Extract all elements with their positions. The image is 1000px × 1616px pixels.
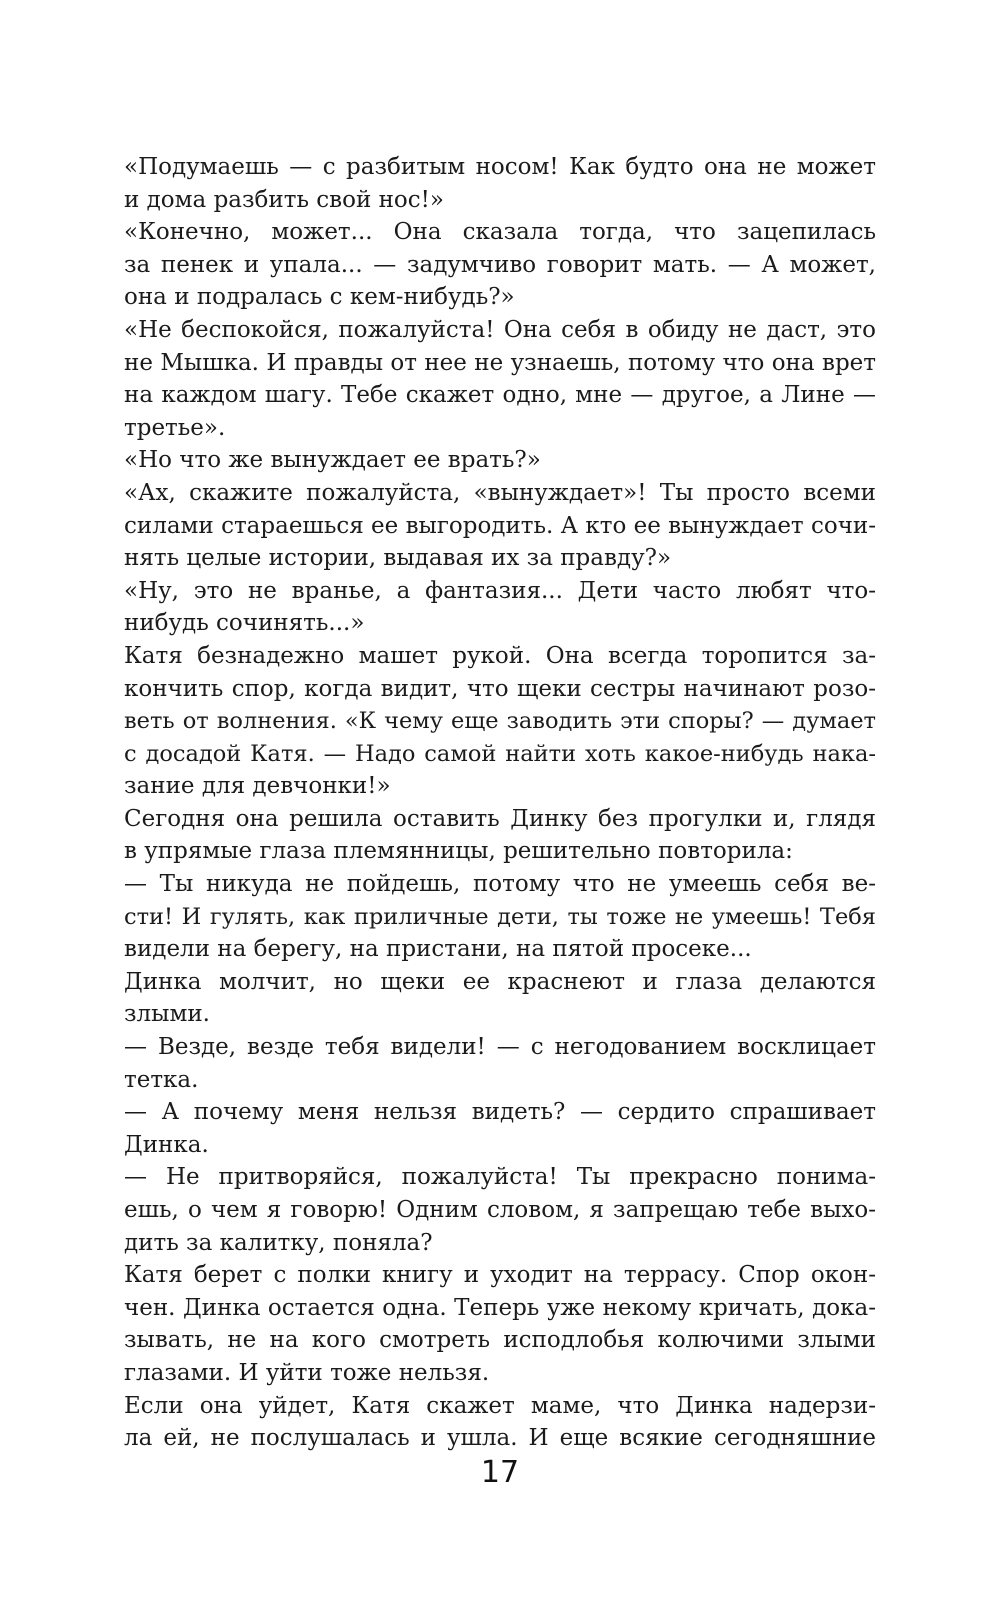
text-line: зание для девчонки!» xyxy=(124,773,391,800)
text-line: кончить спор, когда видит, что щеки сестры начинают розо- xyxy=(124,675,876,702)
text-line: «Не беспокойся, пожалуйста! Она себя в обиду не даст, это xyxy=(124,316,876,343)
text-line: — Не притворяйся, пожалуйста! Ты прекрасно понима- xyxy=(124,1164,876,1191)
text-line: Катя берет с полки книгу и уходит на террасу. Спор окон- xyxy=(124,1262,876,1289)
text-line: «Подумаешь — с разбитым носом! Как будто она не может xyxy=(124,154,876,180)
text-line: сти! И гулять, как приличные дети, ты тоже не умеешь! Тебя xyxy=(124,903,876,930)
text-line: на каждом шагу. Тебе скажет одно, мне — другое, а Лине — xyxy=(124,382,876,409)
text-line: ла ей, не послушалась и ушла. И еще всякие сегодняшние xyxy=(124,1425,876,1452)
text-line: «Конечно, может... Она сказала тогда, что зацепилась xyxy=(124,219,876,246)
text-line: тетка. xyxy=(124,1066,199,1093)
text-line: за пенек и упала... — задумчиво говорит мать. — А может, xyxy=(124,251,876,278)
text-line: дить за калитку, поняла? xyxy=(124,1229,433,1256)
text-line: — Ты никуда не пойдешь, потому что не умеешь себя ве- xyxy=(124,871,876,898)
page-number: 17 xyxy=(480,1455,520,1490)
text-line: злыми. xyxy=(124,1001,210,1028)
text-line: — Везде, везде тебя видели! — с негодованием восклицает xyxy=(124,1034,876,1061)
text-line: и дома разбить свой нос!» xyxy=(124,186,444,213)
text-line: чен. Динка остается одна. Теперь уже некому кричать, дока- xyxy=(124,1294,876,1321)
text-line: видели на берегу, на пристани, на пятой просеке... xyxy=(124,936,752,963)
text-line: Сегодня она решила оставить Динку без прогулки и, глядя xyxy=(124,805,876,832)
text-line: Катя безнадежно машет рукой. Она всегда торопится за- xyxy=(124,642,876,669)
text-line: ешь, о чем я говорю! Одним словом, я запрещаю тебе выхо- xyxy=(124,1197,876,1223)
text-line: — А почему меня нельзя видеть? — сердито спрашивает xyxy=(124,1099,876,1126)
text-line: она и подралась с кем-нибудь?» xyxy=(124,284,515,311)
text-line: глазами. И уйти тоже нельзя. xyxy=(124,1359,490,1386)
text-line: с досадой Катя. — Надо самой найти хоть какое-нибудь нака- xyxy=(124,740,876,767)
text-line: нибудь сочинять...» xyxy=(124,610,365,637)
text-line: в упрямые глаза племянницы, решительно повторила: xyxy=(124,838,793,865)
text-line: Динка молчит, но щеки ее краснеют и глаза делаются xyxy=(124,968,876,995)
text-line: силами стараешься ее выгородить. А кто ее вынуждает сочи- xyxy=(124,512,877,539)
text-line: нять целые истории, выдавая их за правду?» xyxy=(124,545,672,572)
text-line: не Мышка. И правды от нее не узнаешь, потому что она врет xyxy=(124,349,876,376)
text-line: третье». xyxy=(124,414,226,441)
body-text xyxy=(124,151,876,1455)
text-line: веть от волнения. «К чему еще заводить эти споры? — думает xyxy=(124,708,876,735)
text-line: «Но что же вынуждает ее врать?» xyxy=(124,447,541,474)
text-line: «Ну, это не вранье, а фантазия... Дети часто любят что- xyxy=(124,577,876,604)
text-line: зывать, не на кого смотреть исподлобья колючими злыми xyxy=(124,1327,876,1354)
text-line: «Ах, скажите пожалуйста, «вынуждает»! Ты просто всеми xyxy=(124,479,876,506)
text-line: Если она уйдет, Катя скажет маме, что Динка надерзи- xyxy=(124,1392,876,1419)
text-line: Динка. xyxy=(124,1131,209,1158)
